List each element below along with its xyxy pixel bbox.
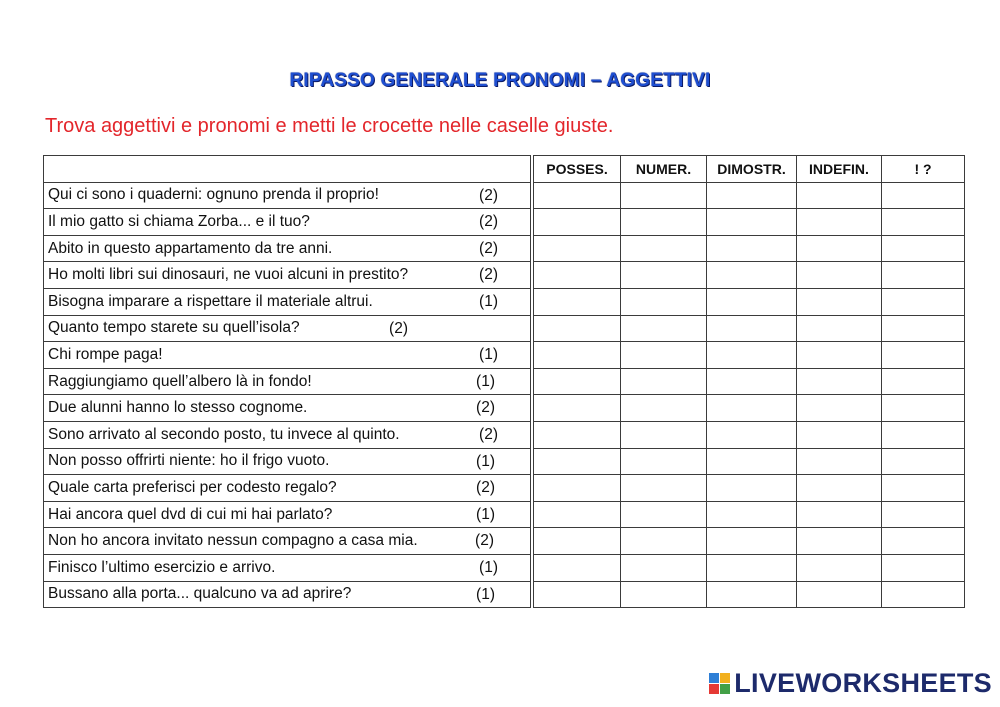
answer-box-indefin[interactable]	[797, 262, 882, 289]
points-label: (1)	[479, 558, 498, 576]
table-row	[44, 475, 965, 502]
answer-box-posses[interactable]	[534, 528, 621, 555]
points-label: (2)	[476, 479, 495, 497]
table-row	[44, 235, 965, 262]
answer-box-dimostr[interactable]	[707, 288, 797, 315]
answer-box-indefin[interactable]	[797, 421, 882, 448]
answer-box-posses[interactable]	[534, 315, 621, 342]
sentence-cell	[44, 395, 531, 422]
answer-box-posses[interactable]	[534, 421, 621, 448]
sentence-text: Due alunni hanno lo stesso cognome.	[48, 399, 308, 417]
answer-box-dimostr[interactable]	[707, 235, 797, 262]
answer-box-dimostr[interactable]	[707, 182, 797, 209]
answer-box-posses[interactable]	[534, 262, 621, 289]
table-row	[44, 448, 965, 475]
points-label: (1)	[479, 292, 498, 310]
table-row	[44, 368, 965, 395]
header-numer: NUMER.	[621, 156, 707, 183]
table-row	[44, 528, 965, 555]
answer-box-indefin[interactable]	[797, 342, 882, 369]
answer-box-indefin[interactable]	[797, 554, 882, 581]
answer-box-exclaim-question[interactable]	[882, 209, 965, 236]
answer-box-exclaim-question[interactable]	[882, 554, 965, 581]
answer-box-numer[interactable]	[621, 528, 707, 555]
points-label: (2)	[389, 319, 408, 337]
answer-box-dimostr[interactable]	[707, 209, 797, 236]
answer-box-indefin[interactable]	[797, 368, 882, 395]
sentence-text: Sono arrivato al secondo posto, tu invece al quinto.	[48, 425, 400, 443]
answer-box-exclaim-question[interactable]	[882, 421, 965, 448]
sentence-text: Quale carta preferisci per codesto regalo?	[48, 478, 337, 496]
answer-box-exclaim-question[interactable]	[882, 581, 965, 608]
sentence-text: Non posso offrirti niente: ho il frigo vuoto.	[48, 452, 330, 470]
sentence-text: Hai ancora quel dvd di cui mi hai parlato?	[48, 505, 333, 523]
sentence-cell	[44, 528, 531, 555]
sentence-cell	[44, 554, 531, 581]
answer-box-dimostr[interactable]	[707, 421, 797, 448]
answer-box-numer[interactable]	[621, 235, 707, 262]
header-indefin: INDEFIN.	[797, 156, 882, 183]
answer-box-numer[interactable]	[621, 581, 707, 608]
table-row	[44, 554, 965, 581]
answer-box-exclaim-question[interactable]	[882, 315, 965, 342]
answer-box-dimostr[interactable]	[707, 581, 797, 608]
sentence-cell	[44, 448, 531, 475]
answer-box-numer[interactable]	[621, 342, 707, 369]
sentence-cell	[44, 581, 531, 608]
answer-box-exclaim-question[interactable]	[882, 342, 965, 369]
answer-box-dimostr[interactable]	[707, 262, 797, 289]
answer-table	[43, 155, 965, 608]
table-row	[44, 315, 965, 342]
answer-box-exclaim-question[interactable]	[882, 475, 965, 502]
sentence-cell	[44, 368, 531, 395]
answer-box-dimostr[interactable]	[707, 554, 797, 581]
points-label: (1)	[476, 452, 495, 470]
answer-box-numer[interactable]	[621, 448, 707, 475]
sentence-cell	[44, 342, 531, 369]
answer-box-exclaim-question[interactable]	[882, 395, 965, 422]
sentence-text: Qui ci sono i quaderni: ognuno prenda il proprio!	[48, 186, 379, 204]
answer-box-dimostr[interactable]	[707, 448, 797, 475]
header-exclaim-question: ! ?	[882, 156, 965, 183]
instruction-text: Trova aggettivi e pronomi e metti le crocette nelle caselle giuste.	[45, 115, 614, 137]
worksheet-title: RIPASSO GENERALE PRONOMI – AGGETTIVI	[289, 70, 711, 91]
sentence-text: Finisco l’ultimo esercizio e arrivo.	[48, 558, 276, 576]
points-label: (2)	[475, 532, 494, 550]
answer-box-indefin[interactable]	[797, 395, 882, 422]
answer-box-exclaim-question[interactable]	[882, 368, 965, 395]
table-row	[44, 395, 965, 422]
points-label: (2)	[479, 239, 498, 257]
sentence-text: Raggiungiamo quell’albero là in fondo!	[48, 372, 312, 390]
liveworksheets-logo-icon	[709, 673, 730, 694]
sentence-cell	[44, 209, 531, 236]
answer-box-exclaim-question[interactable]	[882, 235, 965, 262]
answer-box-numer[interactable]	[621, 209, 707, 236]
points-label: (2)	[479, 425, 498, 443]
table-row	[44, 262, 965, 289]
answer-box-posses[interactable]	[534, 182, 621, 209]
answer-box-dimostr[interactable]	[707, 342, 797, 369]
answer-box-posses[interactable]	[534, 342, 621, 369]
answer-box-indefin[interactable]	[797, 182, 882, 209]
sentence-text: Non ho ancora invitato nessun compagno a casa mia.	[48, 532, 418, 550]
answer-box-posses[interactable]	[534, 395, 621, 422]
table-row	[44, 182, 965, 209]
answer-box-dimostr[interactable]	[707, 395, 797, 422]
answer-box-indefin[interactable]	[797, 288, 882, 315]
sentence-cell	[44, 182, 531, 209]
answer-box-posses[interactable]	[534, 475, 621, 502]
points-label: (1)	[476, 585, 495, 603]
sentence-cell	[44, 501, 531, 528]
sentence-text: Ho molti libri sui dinosauri, ne vuoi alcuni in prestito?	[48, 266, 409, 284]
answer-box-posses[interactable]	[534, 581, 621, 608]
sentence-text: Quanto tempo starete su quell’isola?	[48, 319, 300, 337]
answer-box-exclaim-question[interactable]	[882, 262, 965, 289]
points-label: (2)	[479, 186, 498, 204]
answer-box-indefin[interactable]	[797, 475, 882, 502]
answer-box-dimostr[interactable]	[707, 315, 797, 342]
header-sentence-cell	[44, 156, 531, 183]
sentence-text: Bisogna imparare a rispettare il materiale altrui.	[48, 292, 373, 310]
sentence-cell	[44, 288, 531, 315]
table-row	[44, 209, 965, 236]
answer-box-exclaim-question[interactable]	[882, 528, 965, 555]
liveworksheets-footer	[709, 668, 992, 699]
answer-box-exclaim-question[interactable]	[882, 501, 965, 528]
points-label: (2)	[479, 213, 498, 231]
answer-box-indefin[interactable]	[797, 209, 882, 236]
table-row	[44, 501, 965, 528]
sentence-text: Bussano alla porta... qualcuno va ad aprire?	[48, 585, 352, 603]
answer-box-numer[interactable]	[621, 315, 707, 342]
answer-box-indefin[interactable]	[797, 501, 882, 528]
answer-box-numer[interactable]	[621, 475, 707, 502]
header-dimostr: DIMOSTR.	[707, 156, 797, 183]
answer-box-dimostr[interactable]	[707, 501, 797, 528]
answer-box-numer[interactable]	[621, 501, 707, 528]
answer-box-numer[interactable]	[621, 182, 707, 209]
sentence-text: Abito in questo appartamento da tre anni.	[48, 239, 333, 257]
answer-box-numer[interactable]	[621, 421, 707, 448]
answer-box-posses[interactable]	[534, 448, 621, 475]
points-label: (2)	[479, 266, 498, 284]
table-row	[44, 421, 965, 448]
answer-box-numer[interactable]	[621, 554, 707, 581]
answer-box-numer[interactable]	[621, 368, 707, 395]
sentence-cell	[44, 315, 531, 342]
answer-box-exclaim-question[interactable]	[882, 288, 965, 315]
sentence-cell	[44, 475, 531, 502]
points-label: (2)	[476, 399, 495, 417]
answer-box-posses[interactable]	[534, 501, 621, 528]
answer-box-indefin[interactable]	[797, 528, 882, 555]
sentence-cell	[44, 262, 531, 289]
answer-box-indefin[interactable]	[797, 448, 882, 475]
header-posses: POSSES.	[534, 156, 621, 183]
table-row	[44, 288, 965, 315]
sentence-text: Il mio gatto si chiama Zorba... e il tuo?	[48, 212, 310, 230]
brand-name: LIVEWORKSHEETS	[734, 668, 992, 698]
sentence-cell	[44, 421, 531, 448]
answer-box-posses[interactable]	[534, 554, 621, 581]
answer-box-numer[interactable]	[621, 262, 707, 289]
answer-box-posses[interactable]	[534, 368, 621, 395]
points-label: (1)	[476, 505, 495, 523]
sentence-text: Chi rompe paga!	[48, 345, 163, 363]
answer-box-dimostr[interactable]	[707, 475, 797, 502]
table-row	[44, 342, 965, 369]
points-label: (1)	[476, 372, 495, 390]
answer-box-indefin[interactable]	[797, 315, 882, 342]
answer-box-numer[interactable]	[621, 288, 707, 315]
answer-box-posses[interactable]	[534, 209, 621, 236]
answer-box-dimostr[interactable]	[707, 528, 797, 555]
points-label: (1)	[479, 346, 498, 364]
table-row	[44, 581, 965, 608]
answer-box-posses[interactable]	[534, 288, 621, 315]
header-row	[44, 156, 965, 183]
answer-box-posses[interactable]	[534, 235, 621, 262]
sentence-cell	[44, 235, 531, 262]
answer-box-exclaim-question[interactable]	[882, 182, 965, 209]
answer-box-dimostr[interactable]	[707, 368, 797, 395]
answer-box-indefin[interactable]	[797, 235, 882, 262]
answer-box-exclaim-question[interactable]	[882, 448, 965, 475]
answer-box-indefin[interactable]	[797, 581, 882, 608]
answer-box-numer[interactable]	[621, 395, 707, 422]
